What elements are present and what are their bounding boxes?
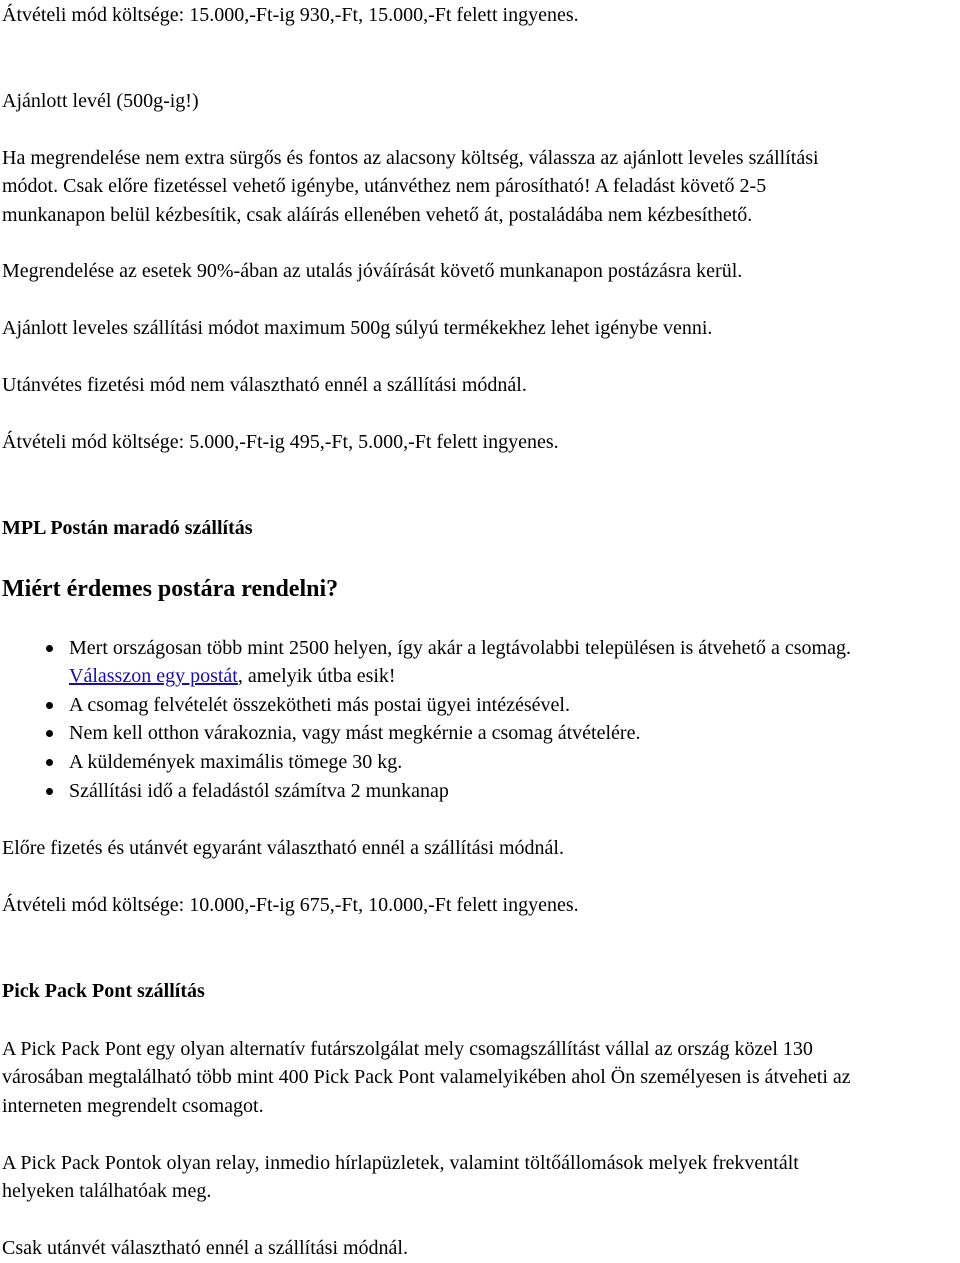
- registered-letter-p3: Ajánlott leveles szállítási módot maximum 500g súlyú termékekhez lehet igénybe venni.: [2, 317, 713, 339]
- bullet-dot: [46, 759, 53, 766]
- registered-letter-p4: Utánvétes fizetési mód nem választható ennél a szállítási módnál.: [2, 374, 527, 396]
- registered-letter-p2: Megrendelése az esetek 90%-ában az utalás jóváírását követő munkanapon postázásra kerül.: [2, 260, 743, 282]
- mpl-subheading: Miért érdemes postára rendelni?: [2, 576, 339, 602]
- pickpack-heading: Pick Pack Pont szállítás: [2, 980, 205, 1002]
- bullet-dot: [46, 788, 53, 795]
- pickpack-p1-line3: interneten megrendelt csomagot.: [2, 1095, 264, 1117]
- choose-post-office-link[interactable]: Válasszon egy postát: [69, 665, 238, 687]
- registered-letter-p1-line3: munkanapon belül kézbesítik, csak aláírás ellenében vehető át, postaládába nem kézbesíthető.: [2, 204, 753, 226]
- pickpack-p2-line1: A Pick Pack Pontok olyan relay, inmedio hírlapüzletek, valamint töltőállomások melyek frekventált: [2, 1152, 799, 1174]
- bullet-dot: [46, 702, 53, 709]
- pickpack-p1-line2: városában megtalálható több mint 400 Pick Pack Pont valamelyikében ahol Ön személyesen is átveheti az: [2, 1066, 851, 1088]
- pickpack-p1-line1: A Pick Pack Pont egy olyan alternatív futárszolgálat mely csomagszállítást vállal az ország közel 130: [2, 1038, 813, 1060]
- fee-top-text: Átvételi mód költsége: 15.000,-Ft-ig 930,-Ft, 15.000,-Ft felett ingyenes.: [2, 4, 579, 26]
- bullet-dot: [46, 645, 53, 652]
- registered-letter-fee: Átvételi mód költsége: 5.000,-Ft-ig 495,-Ft, 5.000,-Ft felett ingyenes.: [2, 431, 559, 453]
- mpl-fee: Átvételi mód költsége: 10.000,-Ft-ig 675,-Ft, 10.000,-Ft felett ingyenes.: [2, 894, 579, 916]
- mpl-bullet4: A küldemények maximális tömege 30 kg.: [69, 751, 403, 773]
- mpl-bullet1-line2: [69, 662, 396, 691]
- mpl-bullet1-line1: Mert országosan több mint 2500 helyen, így akár a legtávolabbi településen is átvehető a csomag.: [69, 637, 851, 659]
- pickpack-p2-line2: helyeken találhatóak meg.: [2, 1180, 212, 1202]
- mpl-bullet5: Szállítási idő a feladástól számítva 2 munkanap: [69, 780, 449, 802]
- mpl-bullet1-rest: , amelyik útba esik!: [237, 665, 396, 687]
- registered-letter-p1-line1: Ha megrendelése nem extra sürgős és fontos az alacsony költség, válassza az ajánlott leveles szállítási: [2, 147, 819, 169]
- mpl-heading: MPL Postán maradó szállítás: [2, 517, 253, 539]
- mpl-bullet3: Nem kell otthon várakoznia, vagy mást megkérnie a csomag átvételére.: [69, 722, 641, 744]
- bullet-dot: [46, 730, 53, 737]
- pickpack-p3: Csak utánvét választható ennél a szállítási módnál.: [2, 1237, 408, 1259]
- registered-letter-p1-line2: módot. Csak előre fizetéssel vehető igénybe, utánvéthez nem párosítható! A feladást követő 2-5: [2, 175, 767, 197]
- mpl-payment: Előre fizetés és utánvét egyaránt választható ennél a szállítási módnál.: [2, 837, 564, 859]
- mpl-bullet2: A csomag felvételét összekötheti más postai ügyei intézésével.: [69, 694, 570, 716]
- registered-letter-heading: Ajánlott levél (500g-ig!): [2, 90, 199, 112]
